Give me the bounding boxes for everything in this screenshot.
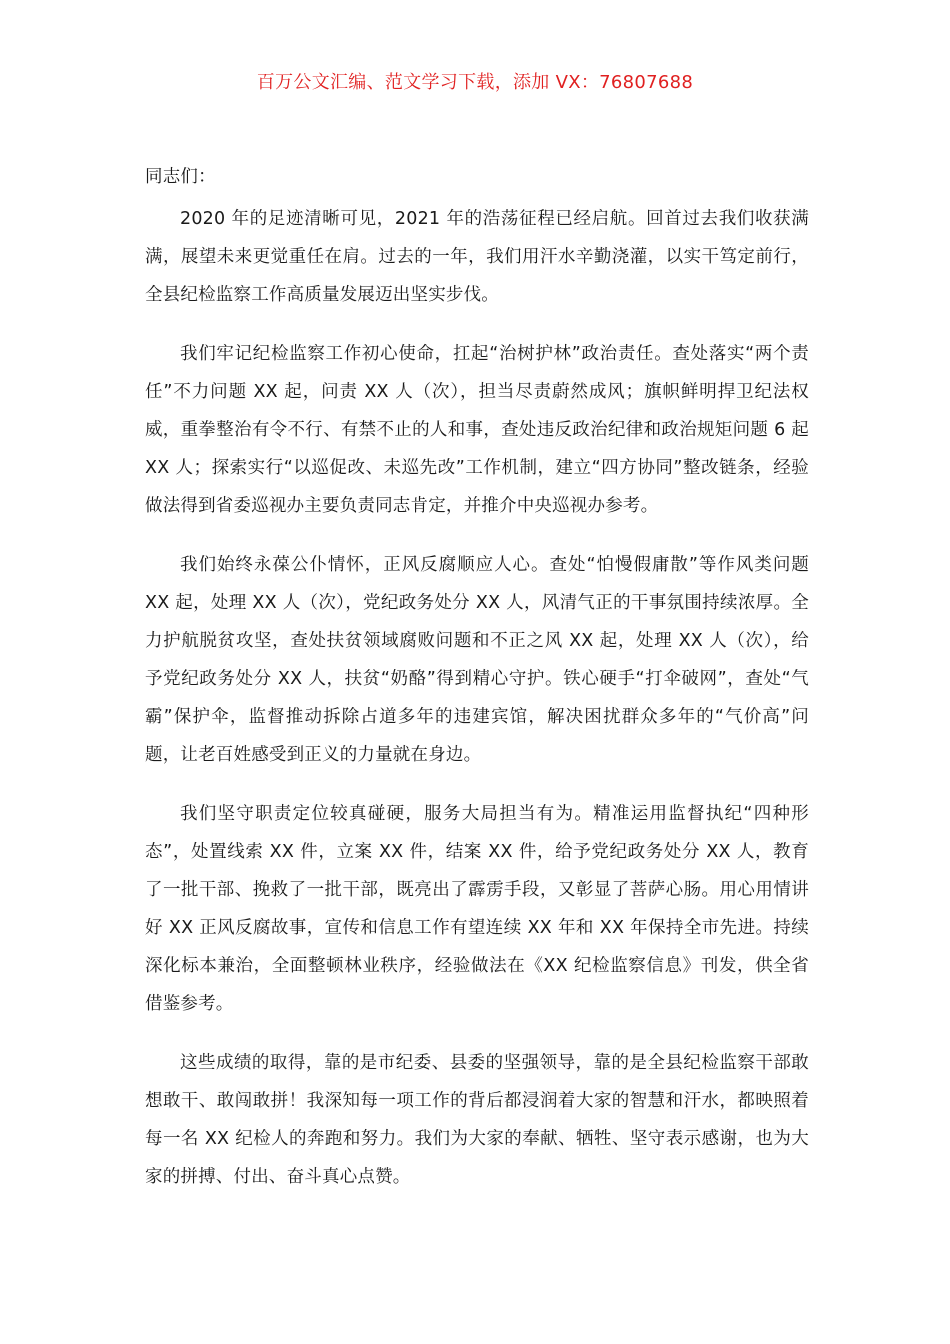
paragraph: 2020 年的足迹清晰可见，2021 年的浩荡征程已经启航。回首过去我们收获满满，展望未来更觉重任在肩。过去的一年，我们用汗水辛勤浇灌，以实干笃定前行，全县纪检监察工作高质量发展迈出坚实步伐。 (145, 209, 809, 305)
header-banner: 百万公文汇编、范文学习下载，添加 VX：76807688 (256, 72, 694, 93)
salutation: 同志们： (145, 167, 216, 187)
paragraph: 我们始终永葆公仆情怀，正风反腐顺应人心。查处“怕慢假庸散”等作风类问题 XX 起，处理 XX 人（次），党纪政务处分 XX 人，风清气正的干事氛围持续浓厚。全力护航脱贫攻坚，查处扶贫领域腐败问题和不正之风 XX 起，处理 XX 人（次），给予党纪政务处分 XX 人，扶贫“奶酪”得到精心守护。铁心硬手“打伞破网”，查处“气霸”保护伞，监督推动拆除占道多年的违建宾馆，解决困扰群众多年的“气价高”问题，让老百姓感受到正义的力量就在身边。 (145, 555, 809, 765)
paragraph: 这些成绩的取得，靠的是市纪委、县委的坚强领导，靠的是全县纪检监察干部敢想敢干、敢闯敢拼！我深知每一项工作的背后都浸润着大家的智慧和汗水，都映照着每一名 XX 纪检人的奔跑和努力。我们为大家的奉献、牺牲、坚守表示感谢，也为大家的拼搏、付出、奋斗真心点赞。 (145, 1053, 809, 1187)
paragraph: 我们牢记纪检监察工作初心使命，扛起“治树护林”政治责任。查处落实“两个责任”不力问题 XX 起，问责 XX 人（次），担当尽责蔚然成风；旗帜鲜明捍卫纪法权威，重拳整治有令不行、有禁不止的人和事，查处违反政治纪律和政治规矩问题 6 起 XX 人；探索实行“以巡促改、未巡先改”工作机制，建立“四方协同”整改链条，经验做法得到省委巡视办主要负责同志肯定，并推介中央巡视办参考。 (145, 344, 809, 516)
document-body (145, 158, 809, 1217)
paragraph: 我们坚守职责定位较真碰硬，服务大局担当有为。精准运用监督执纪“四种形态”，处置线索 XX 件，立案 XX 件，结案 XX 件，给予党纪政务处分 XX 人，教育了一批干部、挽救了一批干部，既亮出了霹雳手段，又彰显了菩萨心肠。用心用情讲好 XX 正风反腐故事，宣传和信息工作有望连续 XX 年和 XX 年保持全市先进。持续深化标本兼治，全面整顿林业秩序，经验做法在《XX 纪检监察信息》刊发，供全省借鉴参考。 (145, 804, 809, 1014)
